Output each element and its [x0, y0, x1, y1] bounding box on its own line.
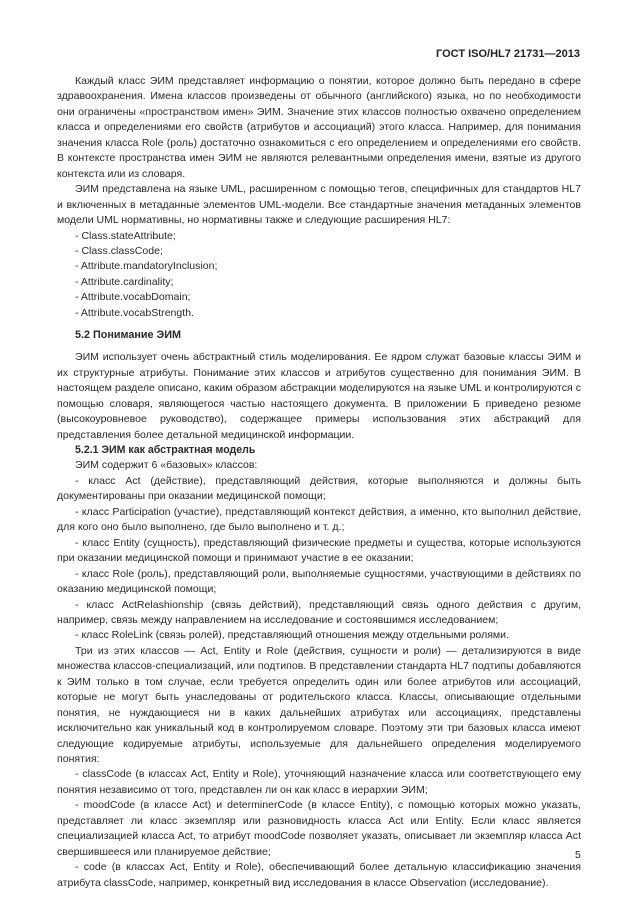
list-item: - класс Entity (сущность), представляющий физические предметы и существа, которые используются при оказании медицинской помощи и принимают участие в ее оказании;	[57, 536, 581, 565]
list-item: - Attribute.vocabDomain;	[75, 291, 191, 304]
subsection-heading: 5.2.1 ЭИМ как абстрактная модель	[75, 443, 256, 456]
list-item: - класс Participation (участие), представляющий контекст действия, а именно, кто выполнил действие, для кого оно было выполнено, где было выполнено и т. д.;	[57, 505, 581, 534]
list-item: - класс Act (действие), представляющий действия, которые выполняются и должны быть документированы при оказании медицинской помощи;	[57, 474, 581, 503]
list-item: - classCode (в классах Act, Entity и Role), уточняющий назначение класса или соответствующего ему понятия независимо от того, представлен ли он как класс в иерархии ЭИМ;	[57, 768, 581, 796]
paragraph: ЭИМ содержит 6 «базовых» классов:	[75, 459, 258, 472]
list-item: - Attribute.vocabStrength.	[75, 306, 195, 319]
list-item: - класс ActRelashionship (связь действий), представляющий связь одного действия с другим, например, связь между направлением на исследование и состоявшимся исследованием;	[57, 598, 581, 626]
list-item: - класс RoleLink (связь ролей), представляющий отношения между отдельными ролями.	[75, 629, 510, 642]
extensions-list	[57, 229, 581, 322]
list-item: - Class.classCode;	[75, 244, 163, 257]
list-item: - moodCode (в классе Act) и determinerCode (в классе Entity), с помощью которых можно указать, представляет ли класс экземпляр или разновидность класса Act или Entity. Если класс является специализацией класса Act, то атрибут moodCode позволяет указать, описывает ли экземпляр класса Act свершившееся или планируемое действие;	[57, 799, 581, 858]
list-item: - code (в классах Act, Entity и Role), обеспечивающий более детальную классификацию значения атрибута classCode, например, конкретный вид исследования в классе Observation (исследование).	[57, 861, 581, 889]
document-header: ГОСТ ISO/HL7 21731—2013	[436, 48, 580, 60]
paragraph: Три из этих классов — Act, Entity и Role (действия, сущности и роли) — детализируются в виде множества классов-специализаций, или подтипов. В представлении стандарта HL7 подтипы добавляются к ЭИМ только в том случае, если требуется определить один или более атрибутов или ассоциаций, которые не могут быть унаследованы от родительского класса. Классы, описывающие отдельными понятия, не нуждающиеся ни в каких дальнейших атрибутах или ассоциациях, представлены исключительно как уникальный код в контролируемом словаре. Поэтому эти три базовых класса имеют следующие кодируемые атрибуты, используемые для дальнейшего определения моделируемого понятия:	[57, 644, 581, 766]
list-item: - Attribute.cardinality;	[75, 275, 174, 288]
list-item: - класс Role (роль), представляющий роли, выполняемые сущностями, участвующими в действиях по оказанию медицинской помощи;	[57, 567, 581, 596]
paragraph: ЭИМ представлена на языке UML, расширенном с помощью тегов, специфичных для стандартов HL7 и включенных в метаданные элементов UML-модели. Все стандартные значения метаданных элементов модели UML нормативны, но нормативны также и следующие расширения HL7:	[57, 183, 581, 227]
paragraph: ЭИМ использует очень абстрактный стиль моделирования. Ее ядром служат базовые классы ЭИМ и их структурные атрибуты. Понимание этих классов и атрибутов существенно для понимания ЭИМ. В настоящем разделе описано, каким образом абстракции моделируются на языке UML и контролируются с помощью словаря, являющегося частью настоящего документа. В приложении Б приведено резюме (высокоуровневое руководство), содержащее примеры использования этих абстракций для представления более детальной медицинской информации.	[57, 351, 581, 441]
page-content	[57, 74, 581, 891]
section-heading: 5.2 Понимание ЭИМ	[75, 329, 181, 342]
page-number: 5	[575, 849, 581, 861]
paragraph: Каждый класс ЭИМ представляет информацию о понятии, которое должно быть передано в сфере здравоохранения. Имена классов произведены от обычного (английского) языка, но по необходимости они ограничены «пространством имен» ЭИМ. Значение этих классов полностью охвачено определением класса и определениями его свойств (атрибутов и ассоциаций) этого класса. Например, для понимания значения класса Role (роль) достаточно ознакомиться с его определением и определениями его свойств. В контексте пространства имен ЭИМ не являются релевантными определения имени, взятые из другого контекста или из словаря.	[57, 75, 581, 180]
list-item: - Attribute.mandatoryInclusion;	[75, 260, 218, 273]
list-item: - Class.stateAttribute;	[75, 229, 176, 242]
